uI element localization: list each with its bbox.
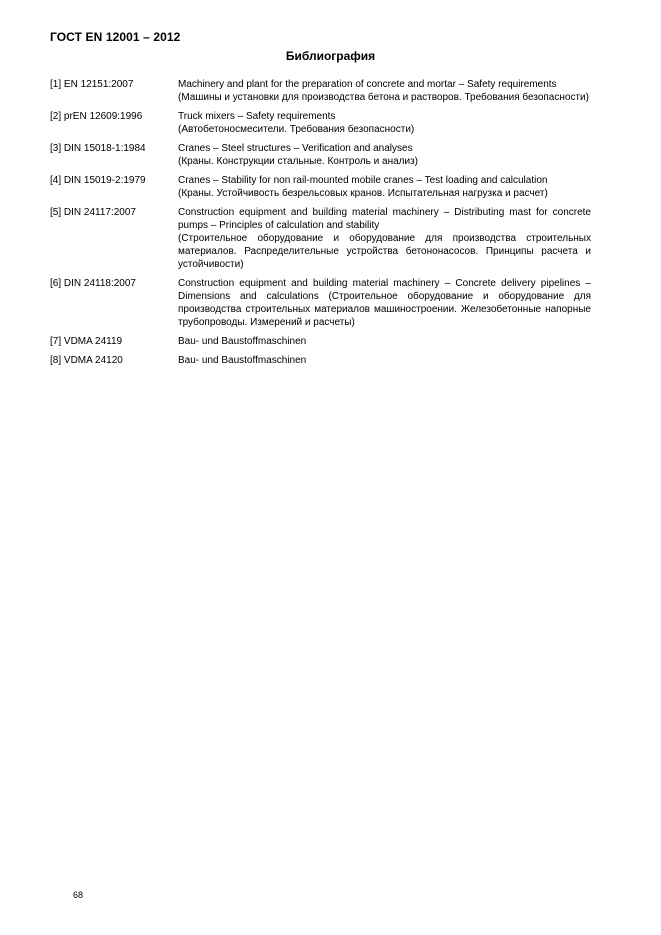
entry-reference: [1] EN 12151:2007 [50, 79, 134, 90]
entry-description [178, 142, 591, 168]
page-number: 68 [73, 890, 84, 900]
entry-reference: [7] VDMA 24119 [50, 336, 123, 347]
bibliography-entry [50, 354, 591, 367]
bibliography-entry [50, 78, 591, 104]
entry-description [178, 110, 591, 136]
bibliography-entry [50, 110, 591, 136]
bibliography-entry [50, 335, 591, 348]
entry-description [178, 78, 591, 104]
bibliography-list [50, 78, 591, 373]
entry-title-ru: (Автобетоносмесители. Требования безопасности) [178, 124, 415, 135]
entry-title-en: Construction equipment and building material machinery – Distributing mast for concrete pumps – Principles of calculation and stability [178, 207, 591, 231]
entry-title-en: Cranes – Stability for non rail-mounted mobile cranes – Test loading and calculation [178, 175, 548, 186]
page-title: Библиография [285, 49, 376, 63]
entry-reference: [2] prEN 12609:1996 [50, 111, 143, 122]
entry-title-de: Bau- und Baustoffmaschinen [178, 355, 307, 366]
entry-description [178, 206, 591, 271]
entry-description [178, 354, 591, 367]
entry-title-ru: (Строительное оборудование и оборудование для производства строительных материалов. Распределительные устройства бетононасосов. Принципы расчета и устойчивости) [178, 233, 591, 270]
entry-reference: [6] DIN 24118:2007 [50, 278, 136, 289]
entry-title-en: Cranes – Steel structures – Verification and analyses [178, 143, 413, 154]
entry-title-de: Bau- und Baustoffmaschinen [178, 336, 307, 347]
entry-title-ru: (Краны. Конструкции стальные. Контроль и анализ) [178, 156, 418, 167]
entry-reference: [3] DIN 15018-1:1984 [50, 143, 146, 154]
entry-title-mixed: Construction equipment and building material machinery – Concrete delivery pipelines – Dimensions and calculations (Строительное оборудование и оборудование для производства строительных материалов машиностроении. Железобетонные напорные трубопроводы. Измерений и расчеты) [178, 278, 591, 328]
entry-description [178, 277, 591, 329]
bibliography-entry [50, 206, 591, 271]
entry-title-ru: (Машины и установки для производства бетона и растворов. Требования безопасности) [178, 92, 589, 103]
entry-reference: [4] DIN 15019-2:1979 [50, 175, 146, 186]
entry-description [178, 335, 591, 348]
entry-reference: [8] VDMA 24120 [50, 355, 123, 366]
entry-title-en: Truck mixers – Safety requirements [178, 111, 336, 122]
bibliography-entry [50, 174, 591, 200]
entry-title-ru: (Краны. Устойчивость безрельсовых кранов. Испытательная нагрузка и расчет) [178, 188, 548, 199]
bibliography-entry [50, 277, 591, 329]
document-standard-header: ГОСТ EN 12001 – 2012 [50, 30, 181, 44]
bibliography-entry [50, 142, 591, 168]
entry-reference: [5] DIN 24117:2007 [50, 207, 136, 218]
entry-title-en: Machinery and plant for the preparation of concrete and mortar – Safety requirements [178, 79, 557, 90]
entry-description [178, 174, 591, 200]
